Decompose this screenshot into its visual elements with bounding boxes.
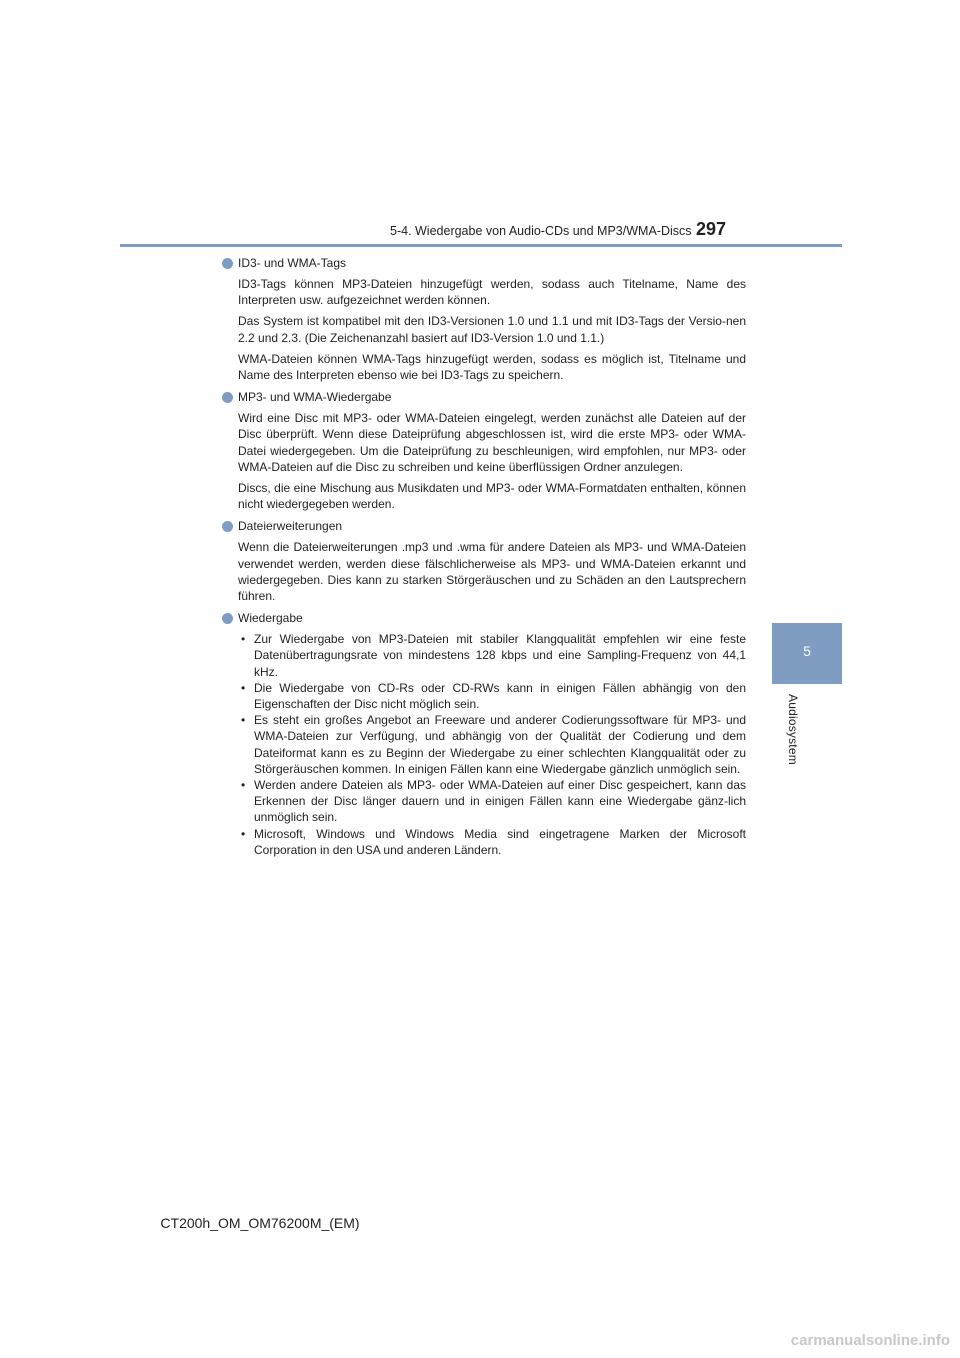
page-body xyxy=(222,255,746,864)
section-heading xyxy=(222,518,746,535)
section-heading-text: MP3- und WMA-Wiedergabe xyxy=(238,390,392,405)
bullet-dot-icon xyxy=(222,392,233,403)
section-heading xyxy=(222,389,746,406)
list-item-text: Zur Wiedergabe von MP3-Dateien mit stabiler Klangqualität empfehlen wir eine feste Datenübertragungsrate von mindestens 128 kbps und eine Sampling-Frequenz von 44,1 kHz. xyxy=(254,632,746,679)
page-number: 297 xyxy=(696,219,727,239)
list-item xyxy=(238,826,746,858)
list-item-text: Microsoft, Windows und Windows Media sind eingetragene Marken der Microsoft Corporation in den USA und anderen Ländern. xyxy=(254,826,746,857)
paragraph: Discs, die eine Mischung aus Musikdaten und MP3- oder WMA-Formatdaten enthalten, können nicht wiedergegeben werden. xyxy=(238,481,746,512)
running-header-title: 5-4. Wiedergabe von Audio-CDs und MP3/WMA-Discs xyxy=(390,224,692,238)
list-item xyxy=(238,631,746,680)
list-item xyxy=(238,680,746,712)
watermark: carmanualsonline.info xyxy=(790,1332,950,1349)
bullet-dot-icon xyxy=(222,258,233,269)
bullet-list xyxy=(238,631,746,858)
chapter-label: Audiosystem xyxy=(786,694,800,765)
bullet-dot-icon xyxy=(222,521,233,532)
section-heading-text: ID3- und WMA-Tags xyxy=(238,256,347,270)
section-playback xyxy=(222,610,746,858)
section-heading-text: Dateierweiterungen xyxy=(238,519,343,534)
list-bullet-icon: • xyxy=(241,680,246,695)
list-item xyxy=(238,712,746,777)
list-item xyxy=(238,777,746,826)
section-heading xyxy=(222,610,746,627)
list-bullet-icon: • xyxy=(241,826,246,841)
list-bullet-icon: • xyxy=(241,632,246,647)
list-item-text: Die Wiedergabe von CD-Rs oder CD-RWs kann in einigen Fällen abhängig von den Eigenschaften der Disc nicht möglich sein. xyxy=(254,680,746,712)
header-rule xyxy=(120,244,842,247)
paragraph: Das System ist kompatibel mit den ID3-Versionen 1.0 und 1.1 und mit ID3-Tags der Versio-nen 2.2 und 2.3. (Die Zeichenanzahl basiert auf ID3-Version 1.0 und 1.1.) xyxy=(238,314,746,345)
bullet-dot-icon xyxy=(222,613,233,624)
section-heading xyxy=(222,255,746,272)
list-item-text: Werden andere Dateien als MP3- oder WMA-Dateien auf einer Disc gespeichert, kann das Erkennen der Disc länger dauern und in einigen Fällen kann eine Wiedergabe gänz-lich unmöglich sein. xyxy=(254,778,746,825)
paragraph: Wenn die Dateierweiterungen .mp3 und .wma für andere Dateien als MP3- und WMA-Dateien verwendet werden, werden diese fälschlicherweise als MP3- und WMA-Dateien erkannt und wiedergegeben. Dies kann zu starken Störgeräuschen und zu Schäden an den Lautsprechern führen. xyxy=(238,540,746,604)
paragraph: WMA-Dateien können WMA-Tags hinzugefügt werden, sodass es möglich ist, Titelname und Name des Interpreten ebenso wie bei ID3-Tags zu speichern. xyxy=(238,351,746,383)
section-heading-text: Wiedergabe xyxy=(238,611,303,626)
list-bullet-icon: • xyxy=(241,778,246,793)
paragraph: ID3-Tags können MP3-Dateien hinzugefügt werden, sodass auch Titelname, Name des Interpreten usw. aufgezeichnet werden können. xyxy=(238,277,746,308)
paragraph: Wird eine Disc mit MP3- oder WMA-Dateien eingelegt, werden zunächst alle Dateien auf der Disc überprüft. Wenn diese Dateiprüfung abgeschlossen ist, wird die erste MP3- oder WMA-Datei wiedergegeben. Um die Dateiprüfung zu beschleunigen, wird empfohlen, nur MP3- oder WMA-Dateien auf die Disc zu schreiben und keine überflüssigen Ordner anzulegen. xyxy=(238,411,746,474)
list-bullet-icon: • xyxy=(241,713,246,728)
chapter-number: 5 xyxy=(803,643,811,659)
chapter-tab xyxy=(772,623,842,684)
section-id3-tags xyxy=(222,255,746,383)
section-file-extensions xyxy=(222,518,746,604)
document-code: CT200h_OM_OM76200M_(EM) xyxy=(160,1215,360,1231)
list-item-text: Es steht ein großes Angebot an Freeware und anderer Codierungssoftware für MP3- und WMA-Dateien zur Verfügung, und abhängig von der Qualität der Codierung und dem Dateiformat kann es zu Beginn der Wiedergabe zu einer schlechten Klangqualität oder zu Störgeräuschen kommen. In einigen Fällen kann eine Wiedergabe gänzlich unmöglich sein. xyxy=(254,713,746,776)
section-mp3-wma-playback xyxy=(222,389,746,512)
